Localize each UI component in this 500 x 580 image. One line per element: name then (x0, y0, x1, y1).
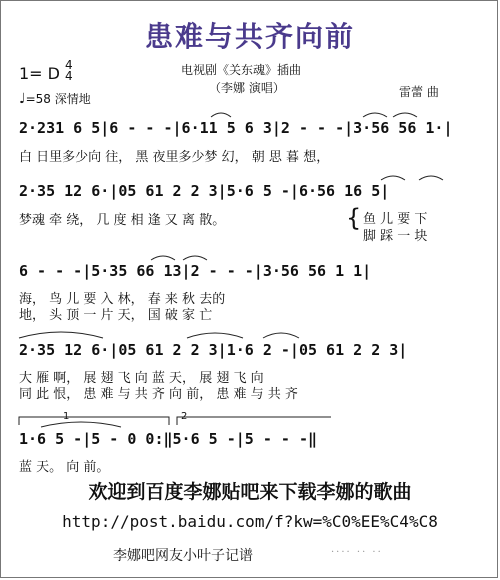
tempo-text: =58 深情地 (25, 92, 91, 106)
key-label: 1= D (19, 64, 60, 83)
slur-arc (393, 113, 417, 117)
lyrics-line-3b: 地， 头 顶 一 片 天， 国 破 家 亡 (19, 308, 213, 323)
slur-arc (183, 256, 207, 260)
lyrics-line-3a: 海， 鸟 儿 要 入 林， 春 来 秋 去的 (19, 292, 226, 307)
aside-lyric-1: 鱼 儿 要 下 (363, 212, 428, 227)
slur-arc (263, 333, 299, 338)
notation-line-2: 2·35 12 6·|05 61 2 2 3|5·6 5 -|6·56 16 5| (19, 182, 390, 200)
notation-line-1: 2·231 6 5|6 - - -|6·11 5 6 3|2 - - -|3·56 56 1·| (19, 119, 453, 137)
brace-icon: { (346, 204, 362, 232)
composer-credit: 雷蕾 曲 (399, 85, 439, 99)
slur-arc (151, 256, 175, 260)
volta-2-number: 2 (181, 411, 188, 422)
notation-line-5: 1·6 5 -|5 - 0 0:‖5·6 5 -|5 - - -‖ (19, 430, 318, 448)
lyrics-line-1: 白 日里多少向 往， 黑 夜里多少梦 幻， 朝 思 暮 想， (19, 150, 330, 165)
slur-arc (381, 176, 405, 180)
slur-arc (419, 176, 443, 180)
slur-arc (211, 113, 231, 117)
download-banner: 欢迎到百度李娜贴吧来下载李娜的歌曲 (88, 481, 412, 503)
notation-line-3: 6 - - -|5·35 66 13|2 - - -|3·56 56 1 1| (19, 262, 372, 280)
aside-lyric-2: 脚 踩 一 块 (363, 229, 428, 244)
transcriber-credit: 李娜吧网友小叶子记谱 (113, 548, 253, 564)
lyrics-line-4b: 同 此 恨， 患 难 与 共 齐 向 前， 患 难 与 共 齐 (19, 387, 298, 402)
volta-2-bracket (177, 417, 331, 425)
time-top: 4 (65, 58, 73, 72)
volta-1-bracket (19, 417, 169, 425)
slur-arc (41, 422, 121, 427)
decorative-dots: ···· ·· ·· (331, 547, 383, 558)
source-url: http://post.baidu.com/f?kw=%C0%EE%C4%C8 (62, 512, 438, 531)
song-subtitle: 电视剧《关东魂》插曲 (181, 63, 302, 77)
quarter-note-icon: ♩ (19, 91, 26, 107)
song-title: 患难与共齐向前 (144, 20, 355, 53)
lyrics-line-5: 蓝 天。 向 前。 (19, 460, 110, 475)
slur-arc (187, 333, 243, 338)
time-bottom: 4 (65, 69, 73, 83)
lyrics-line-2: 梦魂 牵 绕， 几 度 相 逢 又 离 散。 (19, 213, 226, 228)
singer-credit: （李娜 演唱） (209, 81, 285, 95)
slur-arc (363, 113, 387, 117)
volta-1-number: 1 (63, 411, 70, 422)
notation-line-4: 2·35 12 6·|05 61 2 2 3|1·6 2 -|05 61 2 2 3| (19, 341, 408, 359)
lyrics-line-4a: 大 雁 啊， 展 翅 飞 向 蓝 天， 展 翅 飞 向 (19, 371, 264, 386)
slur-arc (19, 332, 103, 338)
